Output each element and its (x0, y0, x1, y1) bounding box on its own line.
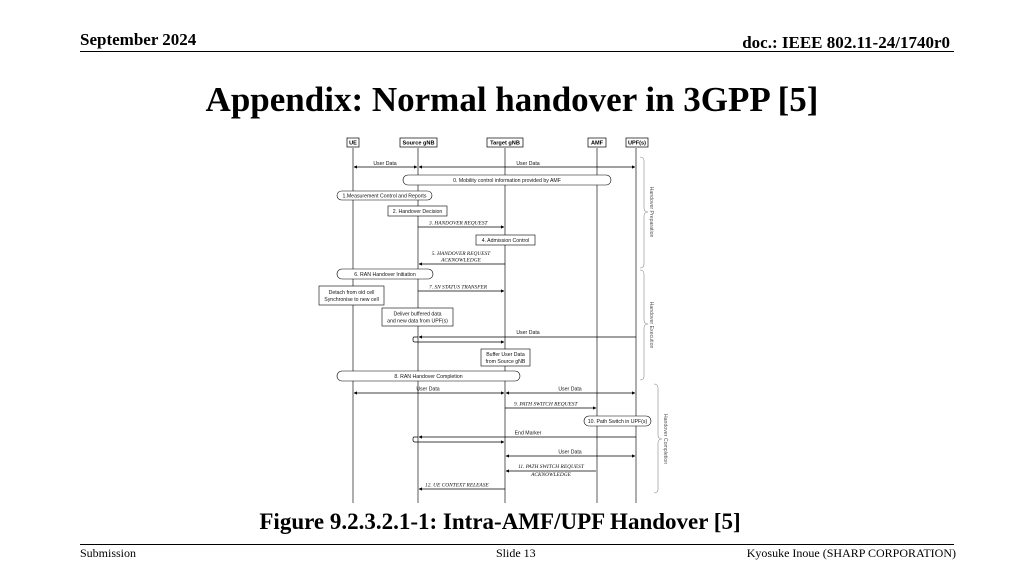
step-0-mobility-control (403, 175, 611, 185)
note-deliver-buffered-data (382, 308, 453, 326)
svg-text:and new data from UPF(s): and new data from UPF(s) (387, 318, 448, 325)
svg-text:Source gNB: Source gNB (402, 140, 435, 147)
label-user-data-5: User Data (558, 386, 582, 393)
svg-text:Handover Execution: Handover Execution (648, 301, 654, 349)
svg-text:0. Mobility control informatio: 0. Mobility control information provided by AMF (453, 178, 561, 184)
svg-text:from Source gNB: from Source gNB (485, 359, 526, 365)
entity-upf (626, 138, 648, 147)
svg-text:1.Measurement Control and Repo: 1.Measurement Control and Reports (342, 193, 427, 200)
phase-bracket-preparation (640, 157, 654, 268)
step-6-ran-handover-initiation (337, 269, 433, 279)
entity-amf (588, 138, 606, 147)
label-step-11b: ACKNOWLEDGE (531, 472, 571, 478)
phase-bracket-execution (640, 270, 654, 380)
msg-user-data-upf-source-forward (413, 330, 636, 342)
figure-caption: Figure 9.2.3.2.1-1: Intra-AMF/UPF Handover [5] (259, 509, 741, 534)
label-step-12: 12. UE CONTEXT RELEASE (425, 482, 489, 489)
label-user-data-6: User Data (558, 449, 582, 456)
svg-text:2. Handover Decision: 2. Handover Decision (392, 209, 443, 215)
footer-slide-number: Slide 13 (496, 546, 536, 560)
msg-end-marker (413, 431, 636, 443)
footer-submission: Submission (80, 546, 137, 560)
svg-text:Handover Preparation: Handover Preparation (648, 186, 654, 238)
phase-bracket-completion (654, 384, 668, 493)
label-user-data-4: User Data (416, 386, 440, 393)
note-detach-synchronise (319, 286, 384, 305)
svg-text:UPF(s): UPF(s) (627, 140, 647, 147)
header-doc-id: doc.: IEEE 802.11-24/1740r0 (742, 33, 950, 52)
svg-text:UE: UE (349, 140, 357, 147)
note-buffer-user-data (481, 349, 530, 366)
svg-text:Handover Completion: Handover Completion (662, 413, 668, 465)
step-1-measurement-control (337, 191, 432, 200)
label-step-11a: 11. PATH SWITCH REQUEST (518, 464, 584, 470)
svg-text:Detach from old cell: Detach from old cell (328, 290, 375, 296)
svg-text:4. Admission Control: 4. Admission Control (481, 238, 530, 244)
entity-source-gnb (400, 138, 437, 147)
step-10-path-switch-upf (584, 416, 651, 426)
label-step-5b: ACKNOWLEDGE (441, 257, 481, 264)
footer-author: Kyosuke Inoue (SHARP CORPORATION) (746, 546, 956, 560)
label-step-3: 3. HANDOVER REQUEST (429, 220, 488, 227)
svg-text:Synchronise to new cell: Synchronise to new cell (324, 297, 379, 303)
label-step-7: 7. SN STATUS TRANSFER (429, 284, 488, 291)
svg-text:Target gNB: Target gNB (490, 140, 520, 147)
svg-text:8. RAN Handover Completion: 8. RAN Handover Completion (394, 374, 463, 380)
svg-text:AMF: AMF (590, 140, 604, 147)
label-user-data-2: User Data (516, 161, 540, 167)
entity-target-gnb (487, 138, 523, 147)
footer-divider (80, 544, 954, 545)
svg-text:10. Path Switch in UPF(s): 10. Path Switch in UPF(s) (587, 419, 648, 425)
entity-ue (347, 138, 359, 147)
svg-text:User Data: User Data (516, 330, 540, 336)
svg-text:End Marker: End Marker (514, 430, 542, 437)
step-2-handover-decision (388, 206, 447, 216)
step-4-admission-control (476, 235, 535, 245)
label-step-5a: 5. HANDOVER REQUEST (431, 251, 491, 257)
label-step-9: 9. PATH SWITCH REQUEST (514, 401, 578, 408)
header-date: September 2024 (80, 30, 197, 49)
svg-text:Deliver buffered data: Deliver buffered data (393, 311, 442, 318)
svg-text:6. RAN Handover Initiation: 6. RAN Handover Initiation (354, 272, 416, 278)
step-8-ran-handover-completion (337, 371, 520, 381)
slide-title: Appendix: Normal handover in 3GPP [5] (205, 80, 819, 119)
label-user-data-1: User Data (373, 161, 397, 167)
svg-text:Buffer User Data: Buffer User Data (486, 352, 525, 358)
